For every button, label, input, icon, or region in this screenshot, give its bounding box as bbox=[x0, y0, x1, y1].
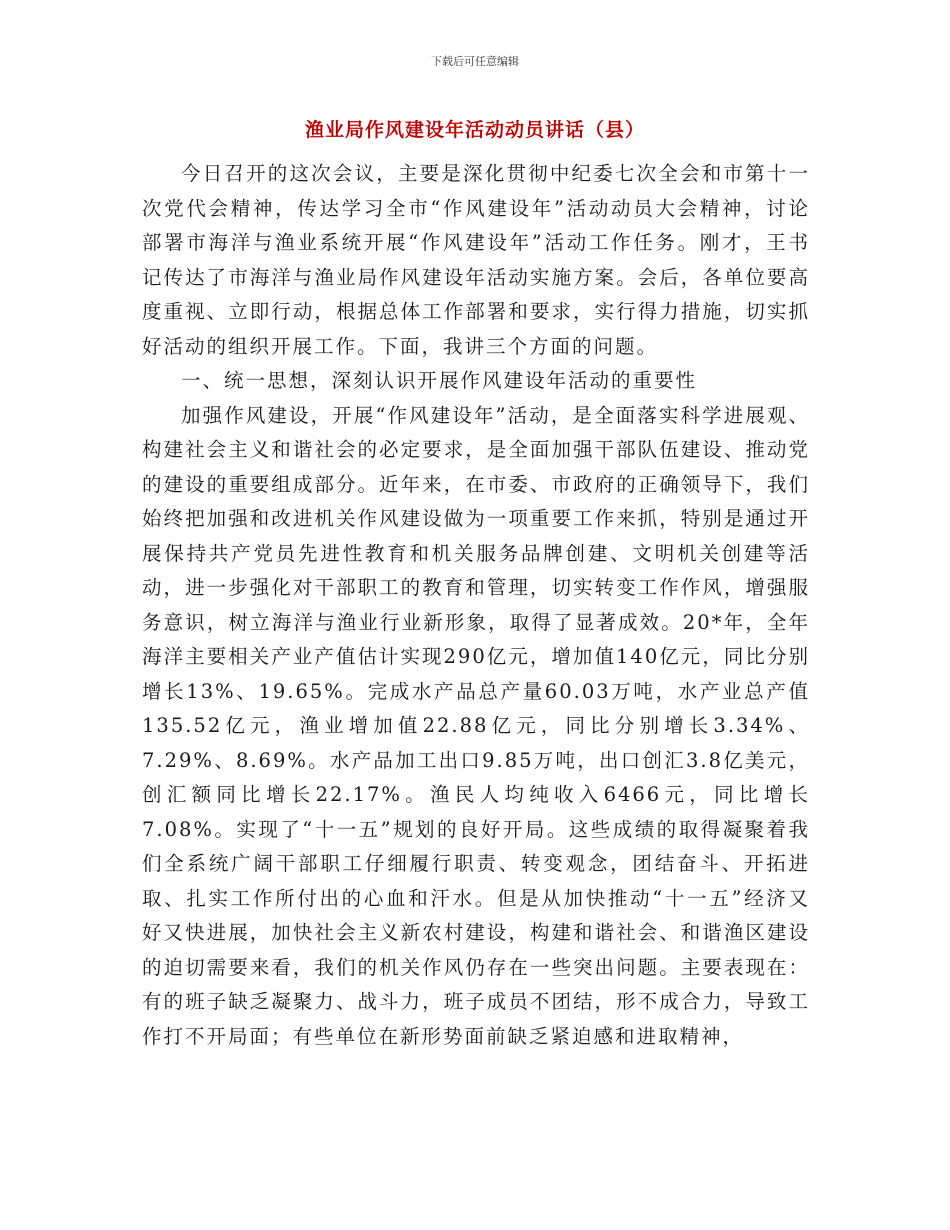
paragraph-section-1: 加强作风建设，开展“作风建设年”活动，是全面落实科学进展观、构建社会主义和谐社会的必定要求，是全面加强干部队伍建设、推动党的建设的重要组成部分。近年来，在市委、市政府的正确领导下，我们始终把加强和改进机关作风建设做为一项重要工作来抓，特别是通过开展保持共产党员先进性教育和机关服务品牌创建、文明机关创建等活动，进一步强化对干部职工的教育和管理，切实转变工作作风，增强服务意识，树立海洋与渔业行业新形象，取得了显著成效。20*年，全年海洋主要相关产业产值估计实现290亿元，增加值140亿元，同比分别增长13%、19.65%。完成水产品总产量60.03万吨，水产业总产值135.52亿元，渔业增加值22.88亿元，同比分别增长3.34%、7.29%、8.69%。水产品加工出口9.85万吨，出口创汇3.8亿美元，创汇额同比增长22.17%。渔民人均纯收入6466元，同比增长7.08%。实现了“十一五”规划的良好开局。这些成绩的取得凝聚着我们全系统广阔干部职工仔细履行职责、转变观念，团结奋斗、开拓进取、扎实工作所付出的心血和汗水。但是从加快推动“十一五”经济又好又快进展，加快社会主义新农村建设，构建和谐社会、和谐渔区建设的迫切需要来看，我们的机关作风仍存在一些突出问题。主要表现在：有的班子缺乏凝聚力、战斗力，班子成员不团结，形不成合力，导致工作打不开局面；有些单位在新形势面前缺乏紧迫感和进取精神， bbox=[142, 403, 810, 1048]
document-title: 渔业局作风建设年活动动员讲话（县） bbox=[304, 119, 645, 141]
section-heading-1: 一、统一思想，深刻认识开展作风建设年活动的重要性 bbox=[181, 369, 698, 392]
document-body bbox=[142, 157, 810, 1054]
paragraph-intro: 今日召开的这次会议，主要是深化贯彻中纪委七次全会和市第十一次党代会精神，传达学习全市“作风建设年”活动动员大会精神，讨论部署市海洋与渔业系统开展“作风建设年”活动工作任务。刚才，王书记传达了市海洋与渔业局作风建设年活动实施方案。会后，各单位要高度重视、立即行动，根据总体工作部署和要求，实行得力措施，切实抓好活动的组织开展工作。下面，我讲三个方面的问题。 bbox=[142, 162, 810, 358]
page-header-note: 下载后可任意编辑 bbox=[431, 55, 519, 68]
